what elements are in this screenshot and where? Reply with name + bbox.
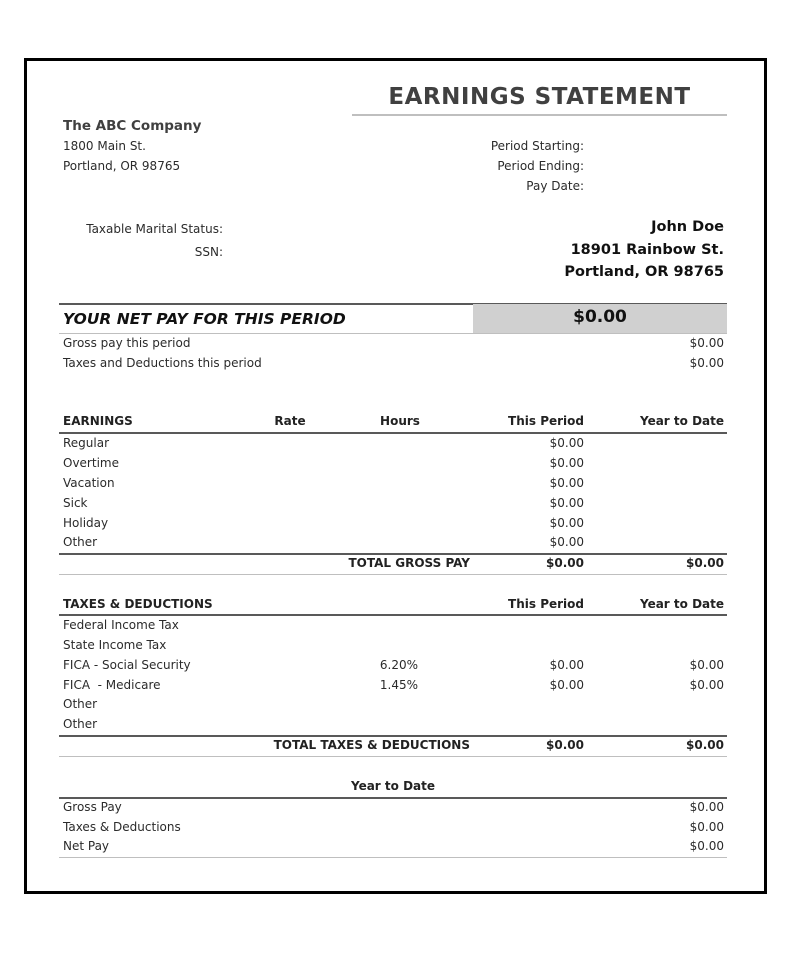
- earnings-row-this-period: $0.00: [549, 436, 584, 450]
- earnings-header: EARNINGS: [63, 414, 133, 428]
- hours-header: Hours: [380, 414, 420, 428]
- earnings-row-label: Regular: [63, 436, 110, 450]
- ytd-row-label: Taxes & Deductions: [63, 820, 181, 834]
- total-gross-this-period: $0.00: [546, 556, 584, 570]
- title-underline: [352, 114, 727, 116]
- earnings-this-period-header: This Period: [508, 414, 584, 428]
- earnings-row-this-period: $0.00: [549, 476, 584, 490]
- earnings-header-rule: [59, 432, 727, 434]
- period-ending-label: Period Ending:: [497, 159, 584, 173]
- ytd-row-value: $0.00: [689, 839, 724, 853]
- total-taxes-this-period: $0.00: [546, 738, 584, 752]
- ytd-row-value: $0.00: [689, 800, 724, 814]
- taxes-total-top-rule: [59, 735, 727, 737]
- ytd-summary-header-rule: [59, 797, 727, 799]
- earnings-row-label: Holiday: [63, 516, 109, 530]
- total-gross-pay-label: TOTAL GROSS PAY: [348, 556, 470, 570]
- ssn-label: SSN:: [194, 245, 223, 259]
- taxes-ytd-header: Year to Date: [639, 597, 724, 611]
- gross-pay-period-value: $0.00: [689, 336, 724, 350]
- earnings-row-label: Overtime: [63, 456, 119, 470]
- ytd-row-label: Net Pay: [63, 839, 110, 853]
- total-taxes-ytd: $0.00: [686, 738, 724, 752]
- ytd-row-label: Gross Pay: [63, 800, 122, 814]
- ytd-summary-header: Year to Date: [350, 779, 435, 793]
- tax-row-rate: 6.20%: [379, 658, 418, 672]
- earnings-ytd-header: Year to Date: [639, 414, 724, 428]
- employee-address-2: Portland, OR 98765: [564, 264, 724, 280]
- gross-total-bottom-rule: [59, 574, 727, 575]
- tax-row-label: Other: [63, 717, 98, 731]
- tax-row-label: State Income Tax: [63, 638, 167, 652]
- earnings-row-label: Vacation: [63, 476, 115, 490]
- taxes-header: TAXES & DEDUCTIONS: [63, 597, 213, 611]
- earnings-row-this-period: $0.00: [549, 516, 584, 530]
- total-taxes-label: TOTAL TAXES & DEDUCTIONS: [273, 738, 470, 752]
- page-title: EARNINGS STATEMENT: [388, 84, 691, 110]
- tax-row-ytd: $0.00: [689, 658, 724, 672]
- earnings-row-label: Other: [63, 535, 98, 549]
- gross-total-top-rule: [59, 553, 727, 555]
- rate-header: Rate: [274, 414, 306, 428]
- earnings-row-this-period: $0.00: [549, 496, 584, 510]
- ytd-summary-bottom-rule: [59, 857, 727, 858]
- employee-address-1: 18901 Rainbow St.: [570, 242, 724, 258]
- ytd-row-value: $0.00: [689, 820, 724, 834]
- taxes-period-value: $0.00: [689, 356, 724, 370]
- tax-row-label: Other: [63, 697, 98, 711]
- net-pay-label: YOUR NET PAY FOR THIS PERIOD: [63, 310, 346, 328]
- tax-row-this-period: $0.00: [549, 678, 584, 692]
- period-starting-label: Period Starting:: [490, 139, 584, 153]
- taxes-header-rule: [59, 614, 727, 616]
- earnings-row-this-period: $0.00: [549, 456, 584, 470]
- tax-row-label: FICA - Social Security: [63, 658, 191, 672]
- tax-row-label: FICA - Medicare: [63, 678, 161, 692]
- net-pay-bottom-rule: [59, 333, 727, 334]
- taxes-period-label: Taxes and Deductions this period: [63, 356, 262, 370]
- taxes-total-bottom-rule: [59, 756, 727, 757]
- earnings-row-this-period: $0.00: [549, 535, 584, 549]
- pay-date-label: Pay Date:: [526, 179, 584, 193]
- employee-name: John Doe: [651, 219, 724, 235]
- tax-row-this-period: $0.00: [549, 658, 584, 672]
- tax-row-rate: 1.45%: [379, 678, 418, 692]
- taxes-this-period-header: This Period: [508, 597, 584, 611]
- tax-row-ytd: $0.00: [689, 678, 724, 692]
- net-pay-value: $0.00: [573, 307, 627, 327]
- company-address-2: Portland, OR 98765: [63, 159, 181, 173]
- earnings-row-label: Sick: [63, 496, 88, 510]
- marital-status-label: Taxable Marital Status:: [86, 222, 223, 236]
- total-gross-ytd: $0.00: [686, 556, 724, 570]
- company-name: The ABC Company: [63, 118, 202, 134]
- tax-row-label: Federal Income Tax: [63, 618, 179, 632]
- gross-pay-period-label: Gross pay this period: [63, 336, 191, 350]
- company-address-1: 1800 Main St.: [63, 139, 146, 153]
